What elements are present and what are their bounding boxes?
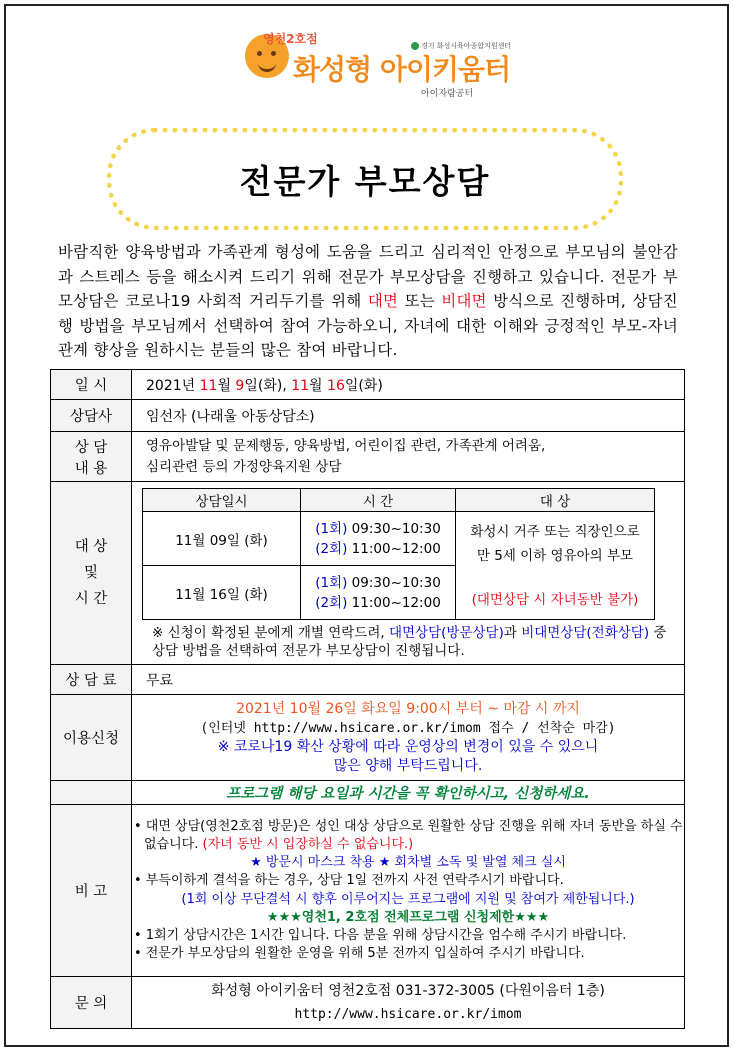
row-contact [51,977,685,1029]
schedule-note: ※ 신청이 확정된 분에게 개별 연락드려, 대면상담(방문상담)과 비대면상담(전화상담) 중 상담 방법을 선택하여 전문가 부모상담이 진행됩니다. [152,625,667,659]
row-counselor [51,400,685,432]
date-value: 2021년 11월 9일(화), 11월 16일(화) [132,370,685,400]
counselor-value: 임선자 (나래울 아동상담소) [132,400,685,432]
logo-name: 화성형 아이키움터 [293,53,511,86]
apply-slogan: 프로그램 해당 요일과 시간을 꼭 확인하시고, 신청하세요. [132,781,685,805]
fee-value: 무료 [132,665,685,695]
org-logo: 경기 화성시육아종합지원센터 [411,41,511,51]
row-slogan [51,781,685,805]
row-label: 비 고 [51,805,132,977]
row-fee [51,665,685,695]
title-banner [107,128,623,230]
schedule-cell [132,482,685,665]
row-label: 문 의 [51,977,132,1029]
contact-value: 화성형 아이키움터 영천2호점 031-372-3005 (다원이음터 1층) http://www.hsicare.or.kr/imom [132,977,685,1029]
row-date [51,370,685,400]
row-label: 일 시 [51,370,132,400]
apply-value: 2021년 10월 26일 화요일 9:00시 부터 ~ 마감 시 까지 (인터넷 http://www.hsicare.or.kr/imom 접수 / 선착순 마감) ※ 코로나19 확산 상황에 따라 운영상의 변경이 있을 수 있으니 많은 양해 부탁드립니다. [132,695,685,781]
content-value: 영유아발달 및 문제행동, 양육방법, 어린이집 관련, 가족관계 어려움, 심리관련 등의 가정양육지원 상담 [132,432,685,482]
row-label: 상 담 료 [51,665,132,695]
remarks-value: • 대면 상담(영천2호점 방문)은 성인 대상 상담으로 원활한 상담 진행을 위해 자녀 동반을 하실 수 없습니다. (자녀 동반 시 입장하실 수 없습니다.) ★ 방문시 마스크 착용 ★ 회차별 소독 및 발열 체크 실시 • 부득이하게 결석을 하는 경우, 상담 1일 전까지 사전 연락주시기 바랍니다. (1회 이상 무단결석 시 향후 이루어지는 프로그램에 지원 및 참여가 제한됩니다.) ★★★영천1, 2호점 전체프로그램 신청제한★★★ • 1회기 상담시간은 1시간 입니다. 다음 분을 위해 상담시간을 엄수해 주시기 바랍니다. • 전문가 부모상담의 원활한 운영을 위해 5분 전까지 입실하여 주시기 바랍니다. [132,805,685,977]
info-table [50,369,685,1029]
row-schedule [51,482,685,665]
center-logo [243,28,511,100]
sched-header: 시 간 [301,489,456,512]
sched-header: 상담일시 [143,489,301,512]
schedule-table [142,488,655,620]
org-emblem-icon [411,42,419,50]
sched-header: 대 상 [456,489,655,512]
row-label: 이용신청 [51,695,132,781]
row-label: 상담사 [51,400,132,432]
row-label: 대 상 및 시 간 [51,482,132,665]
row-content [51,432,685,482]
page-title: 전문가 부모상담 [239,161,491,201]
row-label: 상 담 내 용 [51,432,132,482]
logo-branch: 영천2호점 [263,32,318,46]
sched-times: (1회) 09:30~10:30 (2회) 11:00~12:00 [301,566,456,620]
sched-date: 11월 09일 (화) [143,512,301,566]
row-remarks [51,805,685,977]
row-apply [51,695,685,781]
sched-target: 화성시 거주 또는 직장인으로 만 5세 이하 영유아의 부모 (대면상담 시 자녀동반 불가) [456,512,655,620]
sched-times: (1회) 09:30~10:30 (2회) 11:00~12:00 [301,512,456,566]
intro-paragraph: 바람직한 양육방법과 가족관계 형성에 도움을 드리고 심리적인 안정으로 부모님의 불안감과 스트레스 등을 해소시켜 드리기 위해 전문가 부모상담을 진행하고 있습니다. 전문가 부모상담은 코로나19 사회적 거리두기를 위해 대면 또는 비대면 방식으로 진행하며, 상담진행 방법을 부모님께서 선택하여 참여 가능하오니, 자녀에 대한 이해와 긍정적인 부모-자녀관계 향상을 원하시는 분들의 많은 참여 바랍니다. [58,243,678,359]
sched-date: 11월 16일 (화) [143,566,301,620]
logo-sub: 아이자람공터 [421,89,474,99]
